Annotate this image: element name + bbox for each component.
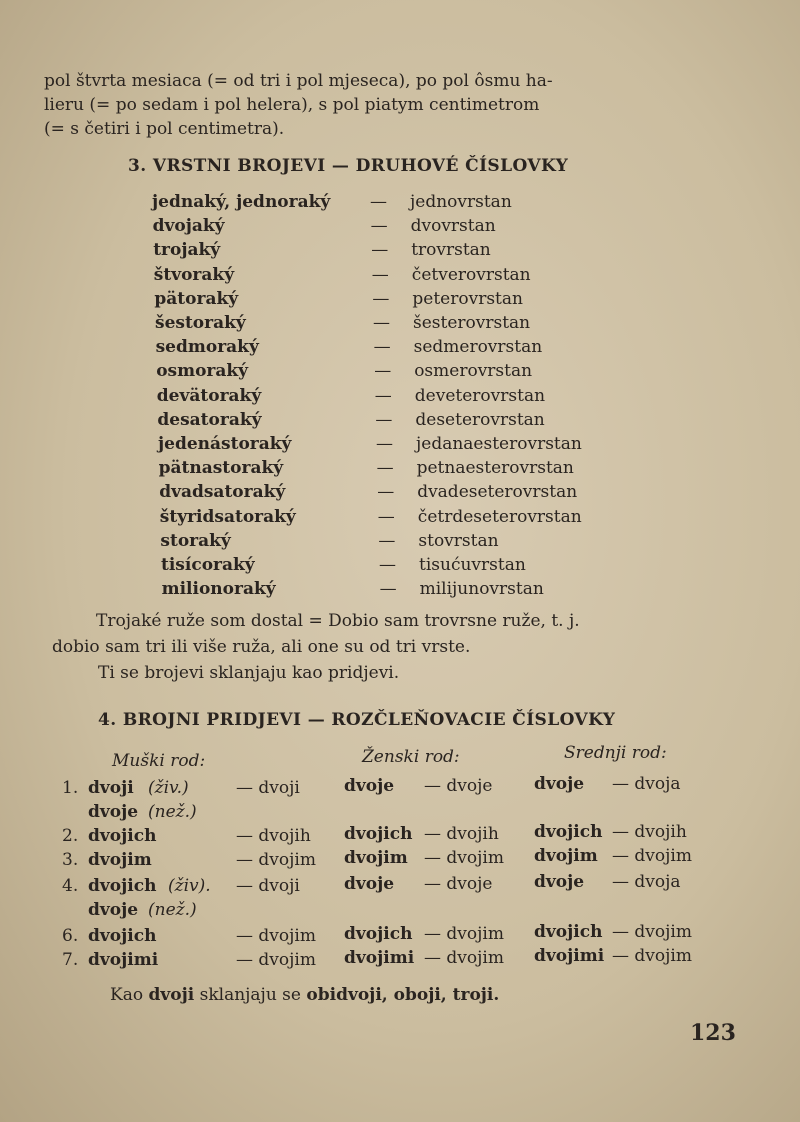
slovak-term: pätoraký (154, 288, 239, 309)
slovak-term: štyridsatoraký (159, 506, 296, 527)
feminine-slovak: dvojimi (344, 948, 415, 968)
section-4-title: 4. BROJNI PRIDJEVI — ROZČLEŇOVACIE ČÍSLOVKY (98, 710, 616, 730)
feminine-croatian: — dvoje (424, 776, 493, 796)
neuter-croatian: — dvojih (612, 822, 687, 842)
dash-separator: — (372, 288, 390, 309)
masculine-croatian: — dvoji (236, 778, 300, 798)
header-neuter: Srednji rod: (564, 743, 667, 763)
declension-row (0, 846, 760, 874)
feminine-slovak: dvoje (344, 874, 395, 894)
section-3-title: 3. VRSTNI BROJEVI — DRUHOVÉ ČÍSLOVKY (128, 156, 569, 176)
case-number: 7. (62, 950, 79, 970)
dash-separator: — (374, 385, 392, 406)
masculine-croatian: — dvojih (236, 826, 311, 846)
note-1-line-2: dobio sam tri ili više ruža, ali one su od tri vrste. (52, 637, 471, 657)
slovak-term: šestoraký (155, 313, 246, 333)
slovak-term: tisícoraký (161, 555, 255, 575)
declension-row (0, 774, 760, 802)
feminine-slovak: dvojim (344, 848, 408, 868)
header-masculine: Muški rod: (112, 751, 206, 771)
masculine-croatian: — dvojim (236, 950, 316, 970)
croatian-term: deveterovrstan (414, 385, 546, 406)
declension-row (0, 900, 760, 924)
croatian-term: dvovrstan (410, 216, 496, 237)
slovak-term: desatoraký (157, 409, 262, 430)
neuter-slovak: dvojich (534, 922, 603, 942)
dash-separator: — (370, 192, 387, 212)
dash-separator: — (373, 337, 391, 358)
vrstni-row (157, 410, 627, 432)
vrstni-row (159, 482, 629, 504)
masculine-slovak: dvoji (88, 778, 134, 798)
slovak-term: dvadsatoraký (159, 482, 286, 503)
neuter-croatian: — dvojim (612, 846, 692, 866)
case-number: 2. (62, 826, 79, 846)
slovak-term: sedmoraký (155, 337, 259, 358)
croatian-term: petnaesterovrstan (416, 458, 574, 479)
dash-separator: — (378, 530, 396, 551)
neuter-croatian: — dvoja (612, 872, 681, 892)
masculine-slovak: dvojim (88, 850, 152, 870)
animacy-tag: (živ). (168, 876, 211, 896)
slovak-term: dvojaký (152, 216, 225, 237)
masculine-slovak: dvoje (88, 900, 139, 920)
footer-words: obidvoji, oboji, troji. (306, 985, 500, 1005)
vrstni-row (160, 531, 630, 553)
case-number: 3. (62, 850, 79, 870)
footer-note (110, 984, 499, 1006)
dash-separator: — (370, 216, 388, 237)
slovak-term: storaký (160, 530, 231, 551)
case-number: 1. (62, 778, 79, 798)
vrstni-row (161, 555, 631, 577)
header-feminine: Ženski rod: (362, 747, 460, 767)
vrstni-row (160, 507, 630, 529)
animacy-tag: (než.) (148, 802, 197, 822)
masculine-croatian: — dvojim (236, 850, 316, 870)
footer-pre: Kao (110, 985, 144, 1005)
feminine-croatian: — dvojih (424, 824, 499, 844)
dash-separator: — (379, 579, 397, 600)
slovak-term: štvoraký (153, 264, 235, 285)
dash-separator: — (371, 240, 389, 261)
masculine-croatian: — dvoji (236, 876, 300, 896)
declension-row (0, 872, 760, 900)
masculine-slovak: dvojich (88, 876, 157, 896)
croatian-term: šesterovrstan (413, 313, 531, 333)
croatian-term: jednovrstan (410, 192, 512, 212)
vrstni-row (156, 337, 626, 359)
masculine-slovak: dvoje (88, 802, 139, 822)
dash-separator: — (371, 264, 389, 285)
feminine-slovak: dvoje (344, 776, 395, 796)
feminine-croatian: — dvojim (424, 948, 504, 968)
neuter-slovak: dvojimi (534, 946, 605, 966)
croatian-term: milijunovrstan (419, 579, 544, 600)
feminine-croatian: — dvojim (424, 924, 504, 944)
dash-separator: — (376, 458, 394, 479)
note-2: Ti se brojevi sklanjaju kao pridjevi. (98, 663, 400, 683)
slovak-term: osmoraký (156, 361, 249, 382)
neuter-slovak: dvoje (534, 774, 585, 794)
croatian-term: peterovrstan (412, 288, 523, 309)
dash-separator: — (379, 555, 396, 575)
vrstni-row (154, 265, 624, 287)
croatian-term: jedanaesterovrstan (416, 434, 582, 454)
masculine-slovak: dvojich (88, 926, 157, 946)
vrstni-row (156, 361, 626, 383)
case-number: 4. (62, 876, 79, 896)
masculine-slovak: dvojich (88, 826, 157, 846)
croatian-term: trovrstan (411, 240, 491, 261)
slovak-term: milionoraký (161, 579, 276, 600)
neuter-croatian: — dvoja (612, 774, 681, 794)
vrstni-row (154, 289, 624, 311)
vrstni-row (155, 313, 625, 335)
slovak-term: pätnastoraký (158, 458, 284, 479)
croatian-term: dvadeseterovrstan (417, 482, 578, 503)
slovak-term: jedenástoraký (158, 434, 292, 454)
animacy-tag: (než.) (148, 900, 197, 920)
footer-mid: sklanjaju se (199, 985, 301, 1005)
slovak-term: trojaký (153, 240, 221, 261)
note-1-line-1: Trojaké ruže som dostal = Dobio sam trovrsne ruže, t. j. (96, 611, 580, 631)
neuter-croatian: — dvojim (612, 946, 692, 966)
vrstni-row (157, 386, 627, 408)
footer-word: dvoji (148, 985, 195, 1005)
neuter-slovak: dvoje (534, 872, 585, 892)
dash-separator: — (377, 506, 395, 527)
croatian-term: sedmerovrstan (413, 337, 543, 358)
dash-separator: — (377, 482, 395, 503)
masculine-slovak: dvojimi (88, 950, 159, 970)
intro-line-1: pol štvrta mesiaca (= od tri i pol mjeseca), po pol ôsmu ha- (44, 71, 553, 91)
intro-line-3: (= s četiri i pol centimetra). (44, 119, 285, 139)
dash-separator: — (375, 409, 393, 430)
slovak-term: devätoraký (156, 385, 262, 406)
dash-separator: — (376, 434, 393, 454)
case-number: 6. (62, 926, 79, 946)
neuter-slovak: dvojim (534, 846, 598, 866)
croatian-term: deseterovrstan (415, 409, 545, 430)
neuter-croatian: — dvojim (612, 922, 692, 942)
croatian-term: tisućuvrstan (419, 555, 526, 575)
dash-separator: — (374, 361, 392, 382)
declension-row (0, 946, 760, 974)
vrstni-row (152, 192, 622, 214)
animacy-tag: (živ.) (148, 778, 189, 798)
croatian-term: osmerovrstan (414, 361, 533, 382)
feminine-croatian: — dvojim (424, 848, 504, 868)
masculine-croatian: — dvojim (236, 926, 316, 946)
vrstni-row (159, 458, 629, 480)
intro-line-2: lieru (= po sedam i pol helera), s pol piatym centimetrom (44, 95, 540, 115)
feminine-croatian: — dvoje (424, 874, 493, 894)
page-number: 123 (690, 1020, 736, 1046)
neuter-slovak: dvojich (534, 822, 603, 842)
vrstni-row (162, 579, 632, 601)
feminine-slovak: dvojich (344, 924, 413, 944)
feminine-slovak: dvojich (344, 824, 413, 844)
croatian-term: četverovrstan (411, 264, 531, 285)
slovak-term: jednaký, jednoraký (152, 192, 331, 212)
vrstni-row (153, 240, 623, 262)
dash-separator: — (373, 313, 390, 333)
croatian-term: četrdeseterovrstan (417, 506, 582, 527)
croatian-term: stovrstan (418, 530, 499, 551)
vrstni-row (158, 434, 628, 456)
vrstni-row (153, 216, 623, 238)
